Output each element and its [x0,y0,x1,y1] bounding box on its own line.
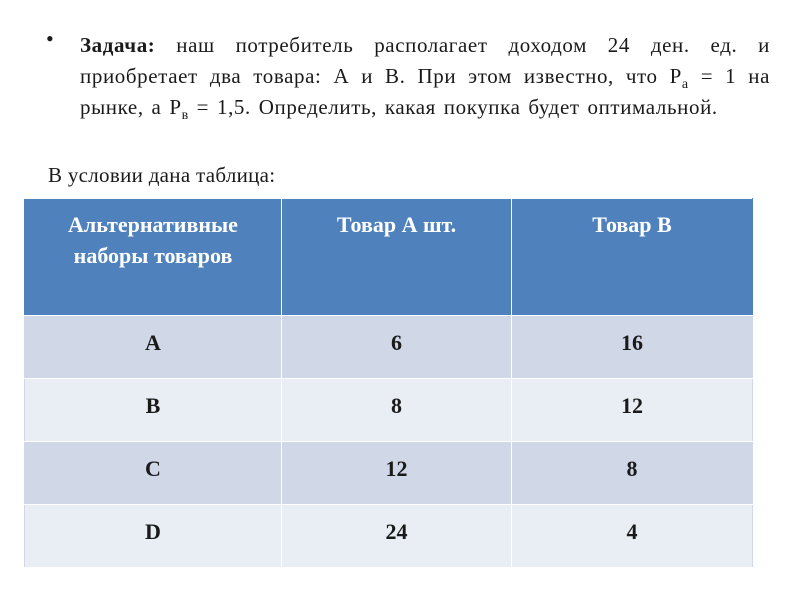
good-b-cell: 4 [512,505,753,568]
task-text-part1: наш потребитель располагает доходом 24 ден. ед. и приобретает два товара: А и В. При этом известно, что Р [80,33,770,88]
good-a-cell: 24 [282,505,512,568]
bullet-dot-icon: • [46,26,54,51]
good-a-cell: 8 [282,379,512,442]
header-bundles: Альтернативные наборы товаров [25,199,282,316]
bundle-cell: C [25,442,282,505]
bundle-cell: A [25,316,282,379]
table-row [25,442,753,505]
task-text-part2: = 1 на рынке, а Р [80,64,770,119]
task-paragraph [80,30,770,123]
table-intro-text: В условии дана таблица: [48,163,276,187]
task-text-part3: = 1,5. Определить, какая покупка будет оптимальной. [188,95,718,119]
good-a-cell: 6 [282,316,512,379]
price-b-subscript: в [181,108,189,123]
table-row [25,505,753,568]
goods-table [24,198,753,568]
good-a-cell: 12 [282,442,512,505]
good-b-cell: 12 [512,379,753,442]
table-row [25,379,753,442]
table-row [25,316,753,379]
good-b-cell: 8 [512,442,753,505]
bundle-cell: B [25,379,282,442]
table-header-row [25,199,753,316]
bundle-cell: D [25,505,282,568]
price-a-subscript: а [681,77,689,92]
good-b-cell: 16 [512,316,753,379]
task-label: Задача: [80,33,156,57]
header-good-a: Товар А шт. [282,199,512,316]
header-good-b: Товар В [512,199,753,316]
